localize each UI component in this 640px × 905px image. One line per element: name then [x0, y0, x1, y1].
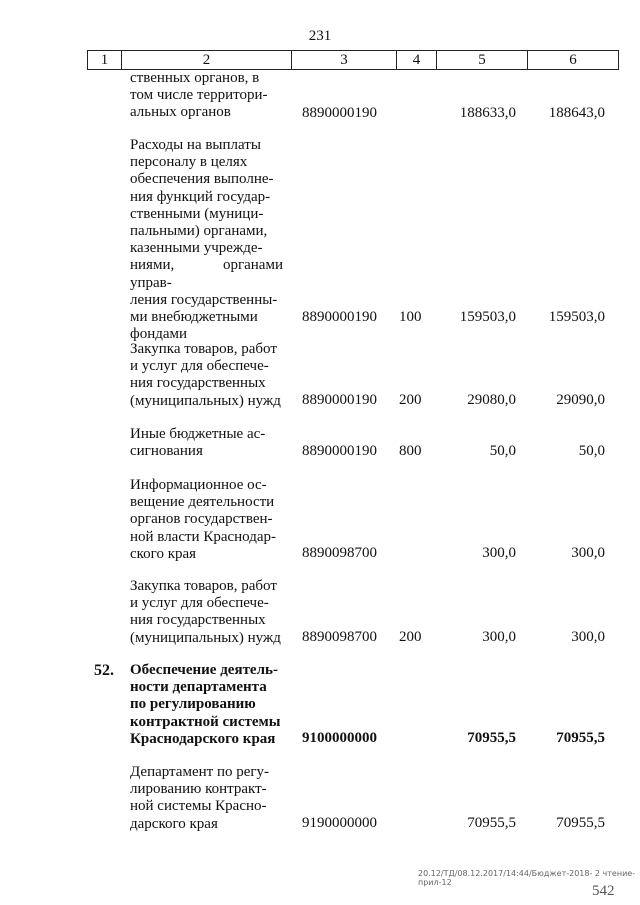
- page-number: 231: [308, 28, 332, 44]
- header-col-4: 4: [397, 51, 437, 69]
- row-amount-2019: 70955,5: [556, 815, 605, 831]
- row-amount-2018: 70955,5: [467, 815, 516, 831]
- row-code: 8890000190: [302, 309, 377, 325]
- row-description: Департамент по регу- лированию контракт- ной системы Красно- дарского края: [130, 764, 270, 832]
- row-amount-2019: 159503,0: [548, 309, 605, 325]
- row-amount-2019: 50,0: [578, 443, 605, 459]
- row-code: 8890098700: [302, 629, 377, 645]
- row-code: 8890098700: [302, 545, 377, 561]
- row-code: 8890000190: [302, 105, 377, 121]
- row-expense-type: 100: [399, 309, 422, 325]
- row-amount-2018: 300,0: [482, 629, 516, 645]
- sheet-number: 542: [592, 883, 615, 899]
- row-description: Закупка товаров, работ и услуг для обеспече- ния государственных (муниципальных) нужд: [130, 341, 281, 409]
- row-amount-2018: 159503,0: [459, 309, 516, 325]
- header-col-5: 5: [437, 51, 528, 69]
- document-stamp: 20.12/ТД/08.12.2017/14:44/Бюджет-2018- 2 чтение-прил-12: [418, 869, 636, 887]
- row-amount-2019: 29090,0: [556, 392, 605, 408]
- row-amount-2018: 29080,0: [467, 392, 516, 408]
- row-code: 8890000190: [302, 443, 377, 459]
- row-description: Информационное ос- вещение деятельности органов государствен- ной власти Краснодар- ского края: [130, 477, 277, 562]
- row-expense-type: 200: [399, 629, 422, 645]
- row-amount-2018: 50,0: [489, 443, 516, 459]
- row-description: ственных органов, в том числе территори- альных органов: [130, 70, 268, 121]
- header-col-6: 6: [569, 52, 577, 68]
- row-description: Иные бюджетные ас- сигнования: [130, 426, 266, 460]
- row-number: 52.: [94, 662, 114, 679]
- header-col-3: 3: [292, 51, 397, 69]
- row-expense-type: 800: [399, 443, 422, 459]
- row-description: Обеспечение деятель- ности департамента по регулированию контрактной системы Краснодарского края: [130, 662, 281, 747]
- row-expense-type: 200: [399, 392, 422, 408]
- header-col-1: 1: [88, 51, 122, 69]
- row-amount-2019: 188643,0: [548, 105, 605, 121]
- row-amount-2019: 300,0: [571, 545, 605, 561]
- row-code: 9190000000: [302, 815, 377, 831]
- row-amount-2018: 70955,5: [467, 730, 516, 746]
- row-code: 9100000000: [302, 730, 377, 746]
- row-description: Расходы на выплаты персоналу в целях обеспечения выполне- ния функций государ- ственными (муници- пальными) органами, казенными учрежде- ниями, органами управ- ления государственны- ми внебюджетными фондами: [130, 137, 283, 343]
- header-col-2: 2: [122, 51, 292, 69]
- row-code: 8890000190: [302, 392, 377, 408]
- row-amount-2018: 188633,0: [459, 105, 516, 121]
- row-amount-2019: 300,0: [571, 629, 605, 645]
- row-amount-2019: 70955,5: [556, 730, 605, 746]
- row-description: Закупка товаров, работ и услуг для обеспече- ния государственных (муниципальных) нужд: [130, 578, 281, 646]
- row-amount-2018: 300,0: [482, 545, 516, 561]
- table-header: [87, 50, 619, 70]
